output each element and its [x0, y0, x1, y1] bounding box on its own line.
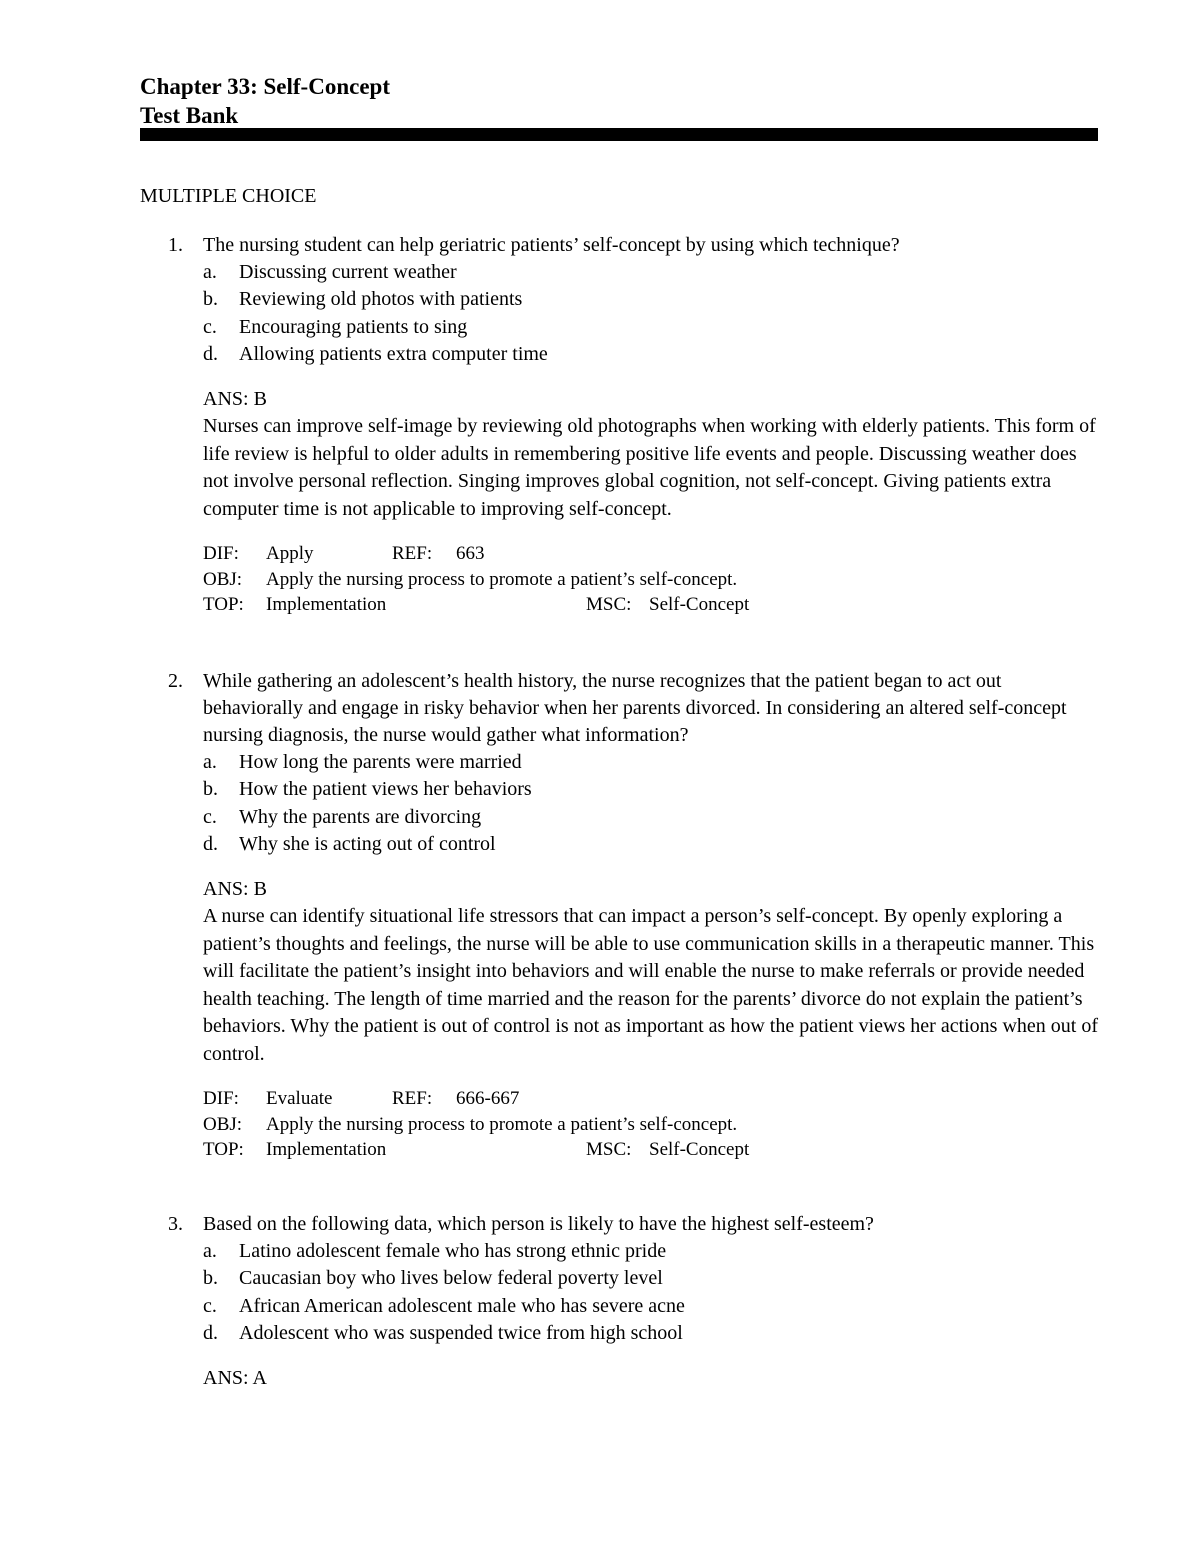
answer-key: ANS: B	[203, 388, 267, 411]
choice-c	[203, 314, 1100, 341]
answer-key: ANS: A	[203, 1367, 267, 1390]
top-label: TOP:	[203, 594, 244, 616]
obj-label: OBJ:	[203, 1113, 243, 1135]
choice-text: Caucasian boy who lives below federal poverty level	[239, 1267, 663, 1290]
choice-text: Adolescent who was suspended twice from high school	[239, 1321, 683, 1344]
obj-value: Apply the nursing process to promote a patient’s self-concept.	[266, 568, 738, 590]
choice-a	[203, 749, 1100, 776]
choice-text: Latino adolescent female who has strong ethnic pride	[239, 1240, 667, 1262]
choice-a	[203, 259, 1100, 286]
msc-value: Self-Concept	[649, 1139, 750, 1161]
question-2	[140, 668, 1100, 1163]
choice-letter: b.	[203, 1267, 218, 1290]
ref-value: 663	[456, 543, 485, 565]
choice-a	[203, 1238, 1100, 1265]
question-metadata	[203, 1086, 1100, 1163]
document-subtitle: Test Bank	[140, 103, 239, 128]
answer-key: ANS: B	[203, 878, 267, 901]
rationale: Nurses can improve self-image by reviewing old photographs when working with elderly patients. This form of life review is helpful to older adults in remembering positive life events and people. Discussing weather does not involve personal reflection. Singing improves global cognition, not self-concept. Giving patients extra computer time is not applicable to improving self-concept.	[203, 415, 1096, 520]
meta-row-top-msc	[203, 592, 1100, 618]
choice-letter: c.	[203, 315, 217, 338]
choice-b	[203, 286, 1100, 313]
ref-label: REF:	[392, 1088, 433, 1110]
choice-d	[203, 1320, 1100, 1347]
choice-text: Allowing patients extra computer time	[239, 342, 548, 365]
meta-row-dif-ref	[203, 541, 1100, 567]
choice-text: Encouraging patients to sing	[239, 315, 468, 338]
choice-letter: d.	[203, 1321, 218, 1344]
choice-letter: a.	[203, 1240, 217, 1262]
question-number: 2.	[168, 670, 183, 692]
msc-value: Self-Concept	[649, 594, 750, 616]
choice-b	[203, 1265, 1100, 1292]
choice-letter: a.	[203, 751, 217, 773]
choice-text: African American adolescent male who has severe acne	[239, 1294, 685, 1317]
question-3	[140, 1211, 1100, 1392]
top-label: TOP:	[203, 1139, 244, 1161]
dif-value: Evaluate	[266, 1088, 333, 1110]
meta-row-obj	[203, 1112, 1100, 1138]
top-value: Implementation	[266, 1139, 387, 1161]
choice-text: Discussing current weather	[239, 261, 457, 283]
answer-choices	[203, 1238, 1100, 1347]
choice-c	[203, 1293, 1100, 1320]
answer-choices	[203, 749, 1100, 858]
choice-text: Why she is acting out of control	[239, 832, 496, 855]
header-rule	[140, 128, 1098, 141]
choice-letter: d.	[203, 342, 218, 365]
msc-label: MSC:	[586, 594, 632, 616]
question-stem-row	[140, 232, 1100, 259]
choice-b	[203, 776, 1100, 803]
question-number: 1.	[168, 234, 183, 256]
chapter-title: Chapter 33: Self-Concept	[140, 74, 390, 99]
question-number: 3.	[168, 1213, 183, 1235]
meta-row-dif-ref	[203, 1086, 1100, 1112]
question-1	[140, 232, 1100, 618]
choice-d	[203, 341, 1100, 368]
msc-label: MSC:	[586, 1139, 632, 1161]
answer-choices	[203, 259, 1100, 368]
choice-letter: b.	[203, 288, 218, 311]
choice-c	[203, 804, 1100, 831]
choice-text: How long the parents were married	[239, 751, 522, 773]
choice-letter: d.	[203, 832, 218, 855]
choice-letter: b.	[203, 778, 218, 801]
choice-letter: c.	[203, 805, 217, 828]
ref-label: REF:	[392, 543, 433, 565]
choice-letter: c.	[203, 1294, 217, 1317]
meta-row-top-msc	[203, 1137, 1100, 1163]
choice-d	[203, 831, 1100, 858]
rationale: A nurse can identify situational life stressors that can impact a person’s self-concept. By openly exploring a patient’s thoughts and feelings, the nurse will be able to use communication skills in a therapeutic manner. This will facilitate the patient’s insight into behaviors and will enable the nurse to make referrals or provide needed health teaching. The length of time married and the reason for the parents’ divorce do not explain the patient’s behaviors. Why the patient is out of control is not as important as how the patient views her actions when out of control.	[203, 905, 1098, 1065]
choice-text: How the patient views her behaviors	[239, 778, 532, 801]
choice-text: Why the parents are divorcing	[239, 805, 482, 828]
obj-value: Apply the nursing process to promote a patient’s self-concept.	[266, 1113, 738, 1135]
dif-value: Apply	[266, 543, 314, 565]
dif-label: DIF:	[203, 1088, 239, 1110]
question-stem-row	[140, 1211, 1100, 1238]
question-stem: Based on the following data, which person is likely to have the highest self-esteem?	[203, 1213, 874, 1235]
meta-row-obj	[203, 567, 1100, 593]
question-stem-row	[140, 668, 1100, 749]
section-heading: MULTIPLE CHOICE	[140, 185, 317, 207]
choice-letter: a.	[203, 261, 217, 283]
question-stem: While gathering an adolescent’s health history, the nurse recognizes that the patient began to act out behaviorally and engage in risky behavior when her parents divorced. In considering an altered self-concept nursing diagnosis, the nurse would gather what information?	[203, 670, 1067, 746]
question-stem: The nursing student can help geriatric patients’ self-concept by using which technique?	[203, 234, 900, 256]
dif-label: DIF:	[203, 543, 239, 565]
question-metadata	[203, 541, 1100, 618]
obj-label: OBJ:	[203, 568, 243, 590]
ref-value: 666-667	[456, 1088, 520, 1110]
choice-text: Reviewing old photos with patients	[239, 288, 523, 311]
top-value: Implementation	[266, 594, 387, 616]
